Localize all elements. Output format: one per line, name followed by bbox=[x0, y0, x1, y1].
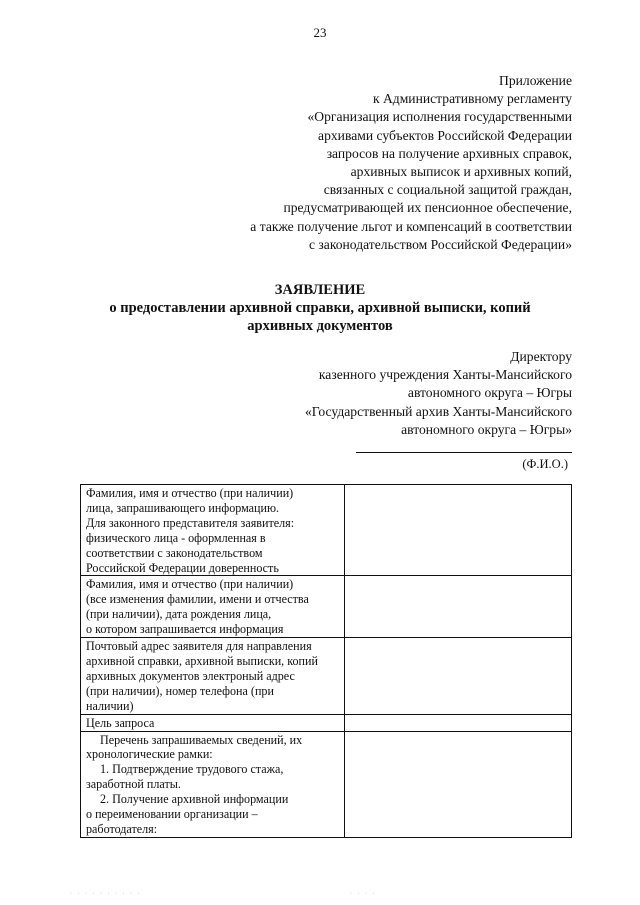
label-line: (все изменения фамилии, имени и отчества bbox=[86, 592, 309, 607]
appendix-line: предусматривающей их пенсионное обеспечение, bbox=[283, 200, 572, 216]
label-line: архивной справки, архивной выписки, копий bbox=[86, 653, 318, 668]
field-value-applicant-name[interactable] bbox=[345, 485, 572, 576]
label-line: (при наличии), номер телефона (при bbox=[86, 683, 274, 698]
table-row bbox=[81, 576, 572, 638]
label-line: Фамилия, имя и отчество (при наличии) bbox=[86, 486, 294, 500]
table-row bbox=[81, 485, 572, 576]
label-line: хронологические рамки: bbox=[86, 747, 213, 762]
appendix-line: а также получение льгот и компенсаций в соответствии bbox=[250, 218, 572, 234]
appendix-line: «Организация исполнения государственными bbox=[307, 109, 572, 125]
table-row bbox=[81, 714, 572, 731]
title-heading: ЗАЯВЛЕНИЕ bbox=[274, 282, 366, 298]
label-line: физического лица - оформленная в bbox=[86, 530, 266, 545]
document-title bbox=[0, 281, 640, 335]
label-line: 1. Подтверждение трудового стажа, bbox=[100, 762, 284, 777]
label-line: (при наличии), дата рождения лица, bbox=[86, 607, 272, 622]
field-label-applicant-name bbox=[81, 485, 345, 576]
field-label-postal-address bbox=[81, 638, 345, 715]
scan-artifact: · · · · bbox=[350, 891, 377, 897]
title-subtitle: о предоставлении архивной справки, архивной выписки, копий bbox=[109, 300, 531, 316]
field-value-subject-name[interactable] bbox=[345, 576, 572, 638]
label-line: работодателя: bbox=[86, 821, 158, 836]
label-line: наличии) bbox=[86, 698, 134, 713]
page-number: 23 bbox=[313, 25, 327, 40]
addressee-block bbox=[305, 348, 572, 439]
label-line: Фамилия, имя и отчество (при наличии) bbox=[86, 577, 294, 592]
label-line: о переименовании организации – bbox=[86, 807, 258, 822]
table-row bbox=[81, 638, 572, 715]
appendix-line: запросов на получение архивных справок, bbox=[326, 145, 572, 161]
field-value-request-purpose[interactable] bbox=[345, 714, 572, 731]
label-line: лица, запрашивающего информацию. bbox=[86, 500, 280, 515]
addressee-line: автономного округа – Югры» bbox=[401, 421, 572, 437]
fio-caption: (Ф.И.О.) bbox=[522, 457, 568, 471]
table-row bbox=[81, 731, 572, 837]
label-line: о котором запрашивается информация bbox=[86, 622, 284, 637]
field-value-requested-info[interactable] bbox=[345, 731, 572, 837]
appendix-line: связанных с социальной защитой граждан, bbox=[323, 182, 572, 198]
addressee-line: автономного округа – Югры bbox=[407, 385, 572, 401]
field-label-request-purpose bbox=[81, 714, 345, 731]
appendix-line: Приложение bbox=[499, 73, 572, 88]
scan-artifact: · · · · · · · · · · bbox=[70, 891, 142, 897]
appendix-reference bbox=[250, 72, 572, 254]
label-line: архивных документов электроный адрес bbox=[86, 668, 295, 683]
label-line: Для законного представителя заявителя: bbox=[86, 515, 295, 530]
appendix-line: архивных выписок и архивных копий, bbox=[350, 164, 572, 180]
appendix-line: с законодательством Российской Федерации» bbox=[308, 236, 572, 252]
label-line: 2. Получение архивной информации bbox=[100, 792, 289, 807]
field-value-postal-address[interactable] bbox=[345, 638, 572, 715]
label-line: Российской Федерации доверенность bbox=[86, 560, 279, 575]
appendix-line: к Административному регламенту bbox=[372, 91, 572, 107]
addressee-line: Директору bbox=[510, 349, 572, 364]
addressee-line: «Государственный архив Ханты-Мансийского bbox=[304, 403, 572, 419]
label-line: Цель запроса bbox=[86, 715, 155, 730]
field-label-subject-name bbox=[81, 576, 345, 638]
label-line: заработной платы. bbox=[86, 777, 181, 792]
label-line: соответствии с законодательством bbox=[86, 545, 263, 560]
fio-signature-line[interactable] bbox=[356, 452, 572, 453]
application-form-table bbox=[80, 484, 572, 838]
appendix-line: архивами субъектов Российской Федерации bbox=[318, 127, 572, 143]
addressee-line: казенного учреждения Ханты-Мансийского bbox=[318, 367, 572, 383]
label-line: Почтовый адрес заявителя для направления bbox=[86, 639, 312, 654]
field-label-requested-info bbox=[81, 731, 345, 837]
title-subtitle: архивных документов bbox=[247, 318, 393, 334]
label-line: Перечень запрашиваемых сведений, их bbox=[100, 732, 303, 747]
